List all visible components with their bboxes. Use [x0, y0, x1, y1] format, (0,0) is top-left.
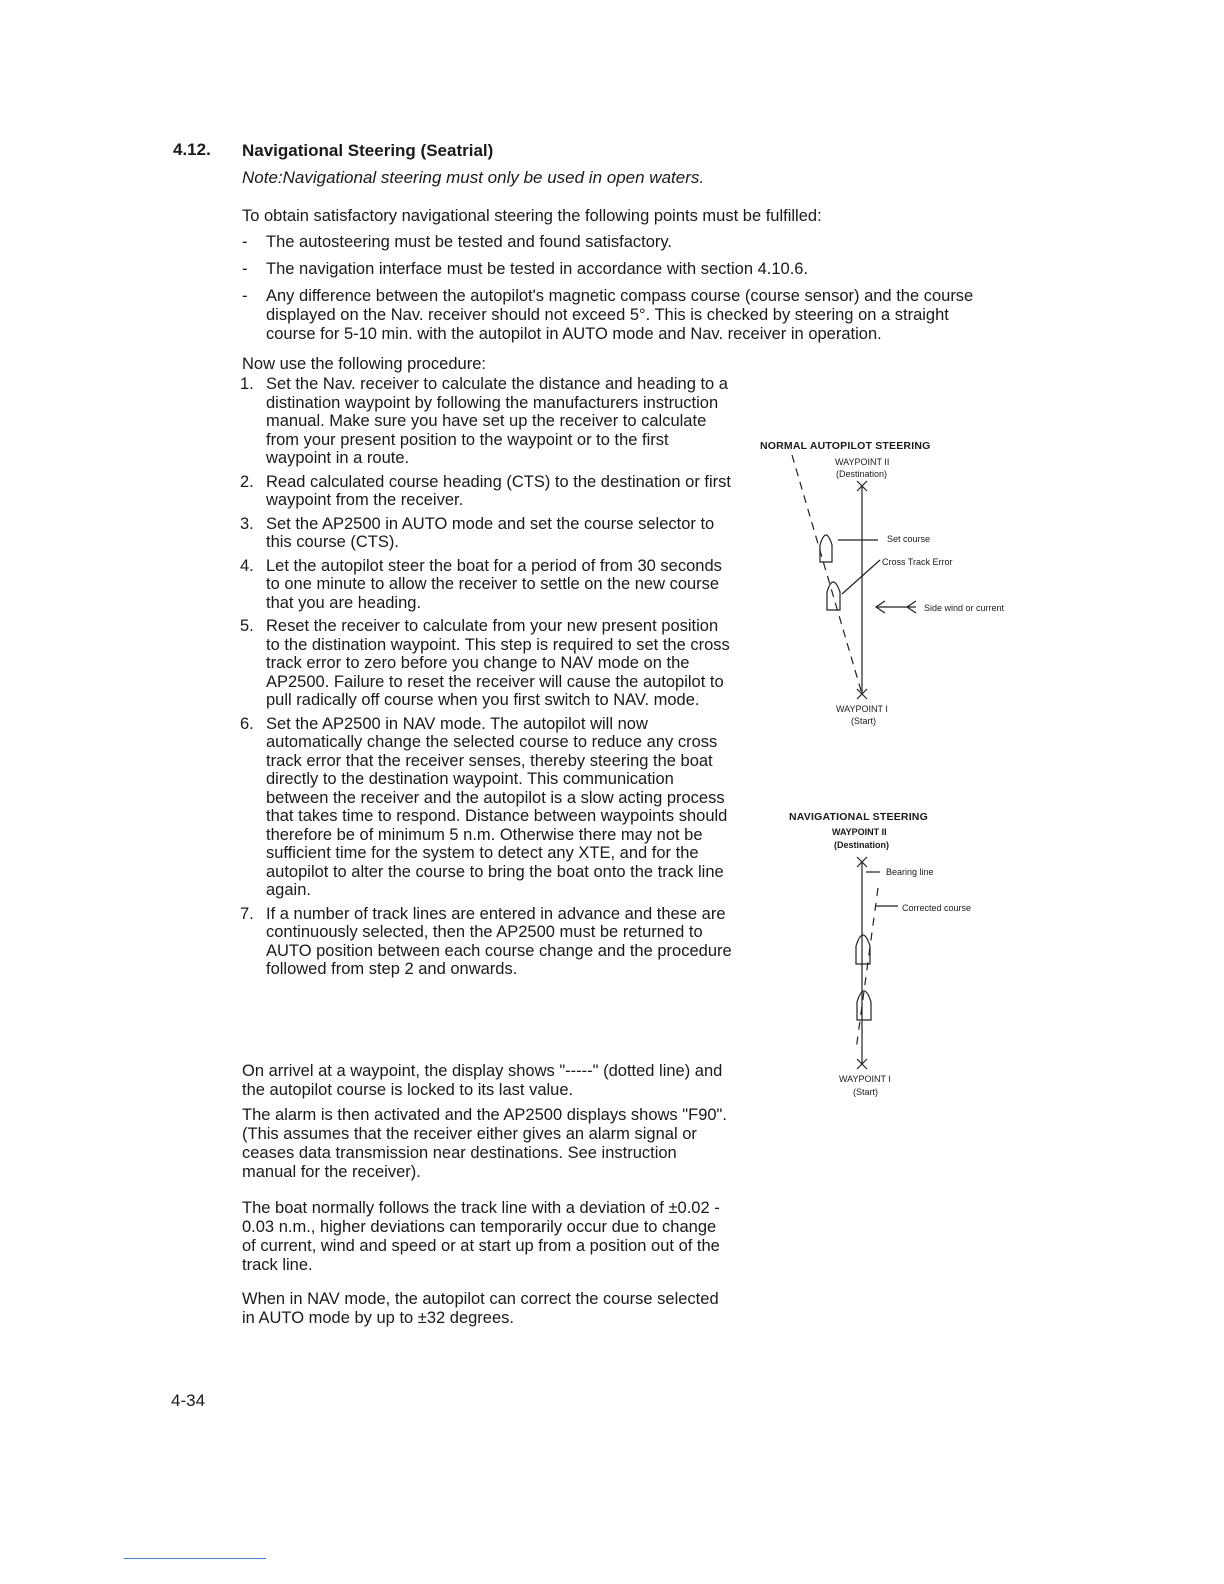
- boat-shape-1: [820, 535, 832, 562]
- step-number: 1.: [240, 375, 254, 393]
- bearing-line-label: Bearing line: [886, 867, 934, 877]
- cross-track-label: Cross Track Error: [882, 557, 953, 567]
- nav-wp1-label: WAYPOINT I: [839, 1074, 891, 1084]
- requirement-item: - Any difference between the autopilot's magnetic compass course (course sensor) and the course displayed on the Nav. receiver should not exceed 5°. This is checked by steering on a straight course for 5-10 min. with the autopilot in AUTO mode and Nav. receiver in operation.: [242, 287, 1002, 344]
- set-course-label: Set course: [887, 534, 931, 544]
- normal-wp1-label: WAYPOINT I: [836, 704, 888, 714]
- nav-steering-figure: [856, 857, 898, 1069]
- nav-steering-title: NAVIGATIONAL STEERING: [789, 811, 928, 823]
- corrected-course-label: Corrected course: [902, 903, 972, 913]
- step-number: 6.: [240, 714, 254, 733]
- normal-wp2-sub: (Destination): [836, 469, 888, 479]
- nav-boat-shape-1: [856, 935, 870, 964]
- paragraph-nav-correction: When in NAV mode, the autopilot can correct the course selected in AUTO mode by up to ±32 degrees.: [242, 1290, 719, 1327]
- section-title: Navigational Steering (Seatrial): [242, 141, 494, 160]
- intro-text: To obtain satisfactory navigational steering the following points must be fulfilled:: [242, 207, 822, 225]
- nav-wp2-label: WAYPOINT II: [832, 827, 887, 837]
- step-number: 2.: [240, 472, 254, 491]
- step-number: 7.: [240, 904, 254, 923]
- paragraph-arrival: On arrivel at a waypoint, the display shows "-----" (dotted line) and the autopilot course is locked to its last value.: [242, 1062, 723, 1099]
- section-note: Note:Navigational steering must only be used in open waters.: [242, 168, 705, 187]
- corrected-course-line: [856, 888, 878, 1050]
- step-number: 3.: [240, 514, 254, 533]
- normal-wp1-sub: (Start): [851, 716, 877, 726]
- procedure-intro: Now use the following procedure:: [242, 355, 486, 373]
- page-number: 4-34: [171, 1391, 206, 1410]
- normal-wp2-label: WAYPOINT II: [835, 457, 890, 467]
- requirement-item: - The navigation interface must be tested in accordance with section 4.10.6.: [242, 260, 1002, 279]
- paragraph-deviation: The boat normally follows the track line with a deviation of ±0.02 - 0.03 n.m., higher deviations can temporarily occur due to change of current, wind and speed or at start up from a position out of the track line.: [242, 1199, 720, 1274]
- step-text: Set the AP2500 in NAV mode. The autopilot will now automatically change the selected course to reduce any cross track error that the receiver senses, thereby steering the boat directly to the destination waypoint. This communication between the receiver and the autopilot is a slow acting process that takes time to respond. Distance between waypoints should therefore be of minimum 5 n.m. Otherwise there may not be sufficient time for the system to detect any XTE, and for the autopilot to alter the course to bring the boat onto the track line again.: [266, 714, 728, 899]
- step-text: Set the AP2500 in AUTO mode and set the course selector to this course (CTS).: [266, 514, 715, 551]
- requirement-item: - The autosteering must be tested and found satisfactory.: [242, 233, 1002, 252]
- section-number: 4.12.: [173, 140, 211, 159]
- step-number: 5.: [240, 617, 254, 635]
- nav-wp1-sub: (Start): [853, 1087, 879, 1097]
- normal-steering-figure: [792, 455, 916, 699]
- side-wind-label: Side wind or current: [924, 603, 1005, 613]
- paragraph-alarm: The alarm is then activated and the AP2500 displays shows "F90". (This assumes that the receiver either gives an alarm signal or ceases data transmission near destinations. See instruction manual for the receiver).: [242, 1106, 727, 1181]
- footer-rule: [124, 1558, 266, 1559]
- step-number: 4.: [240, 556, 254, 575]
- step-text: If a number of track lines are entered in advance and these are continuously selected, then the AP2500 must be returned to AUTO position between each course change and the procedure followed from step 2 and onwards.: [266, 904, 732, 978]
- nav-wp2-sub: (Destination): [834, 840, 889, 850]
- normal-steering-title: NORMAL AUTOPILOT STEERING: [760, 440, 931, 452]
- step-text: Read calculated course heading (CTS) to the destination or first waypoint from the receiver.: [266, 472, 731, 509]
- cross-track-pointer: [842, 560, 880, 594]
- step-text: Let the autopilot steer the boat for a period of from 30 seconds to one minute to allow the receiver to settle on the new course that you are heading.: [266, 556, 722, 612]
- step-text: Set the Nav. receiver to calculate the distance and heading to a distination waypoint by following the manufacturers instruction manual. Make sure you have set up the receiver to calculate from your present position to the waypoint or to the first waypoint in a route.: [266, 375, 728, 467]
- track-dashed-line: [792, 455, 862, 694]
- step-text: Reset the receiver to calculate from your new present position to the distination waypoint. This step is required to set the cross track error to zero before you change to NAV mode on the AP2500. Failure to reset the receiver will cause the autopilot to pull radically off course when you first switch to NAV. mode.: [266, 617, 730, 709]
